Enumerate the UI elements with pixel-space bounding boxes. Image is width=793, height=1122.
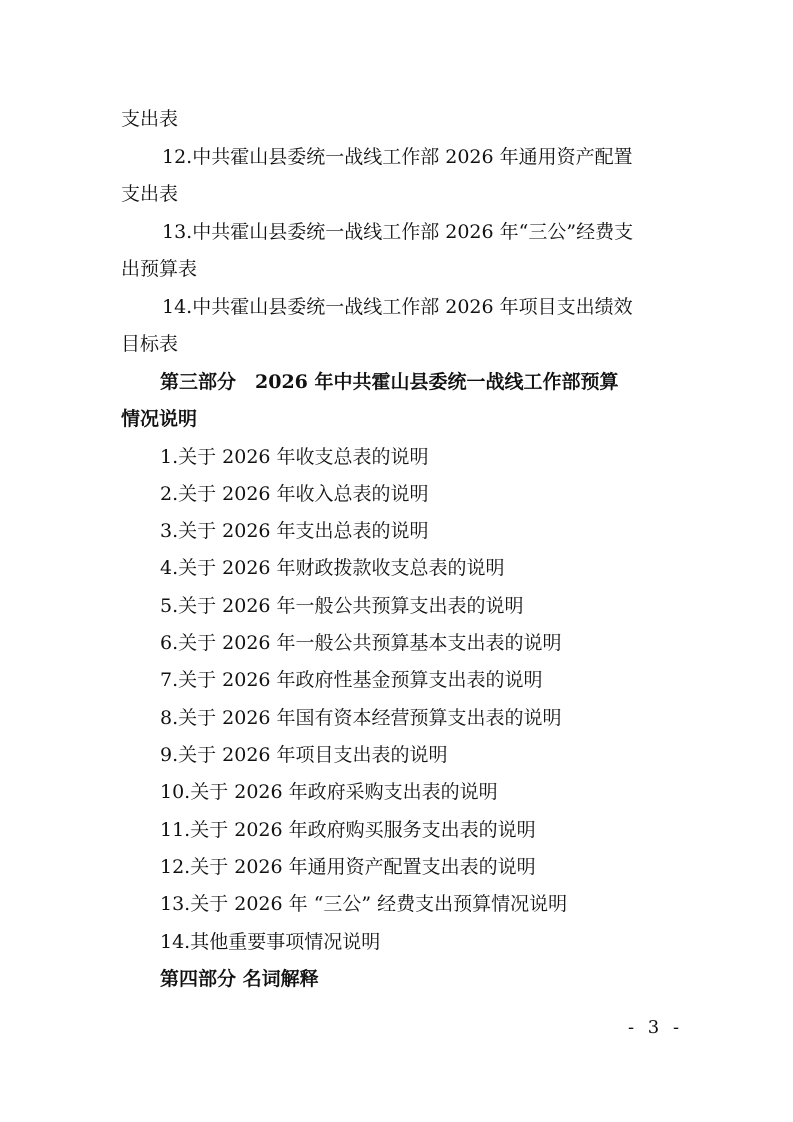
part3-item-8: 8.关于 2026 年国有资本经营预算支出表的说明 <box>160 707 562 729</box>
part3-heading: 第三部分 2026 年中共霍山县委统一战线工作部预算 <box>160 371 619 393</box>
part3-item-2: 2.关于 2026 年收入总表的说明 <box>160 483 429 505</box>
part3-item-1: 1.关于 2026 年收支总表的说明 <box>160 446 429 468</box>
part3-item-13: 13.关于 2026 年 “三公” 经费支出预算情况说明 <box>160 893 568 915</box>
part3-item-14: 14.其他重要事项情况说明 <box>160 931 381 953</box>
part4-heading: 第四部分 名词解释 <box>160 968 319 990</box>
toc-continuation-line: 支出表 <box>121 183 179 205</box>
part3-item-4: 4.关于 2026 年财政拨款收支总表的说明 <box>160 557 505 579</box>
toc-continuation-line: 支出表 <box>121 108 179 130</box>
toc-continuation-line: 目标表 <box>121 333 179 355</box>
toc-entry-14: 14.中共霍山县委统一战线工作部 2026 年项目支出绩效 <box>162 296 633 318</box>
part3-item-6: 6.关于 2026 年一般公共预算基本支出表的说明 <box>160 632 562 654</box>
part3-item-10: 10.关于 2026 年政府采购支出表的说明 <box>160 781 498 803</box>
part3-heading-continuation: 情况说明 <box>121 408 198 430</box>
page-number: - 3 - <box>628 1017 684 1038</box>
part3-item-9: 9.关于 2026 年项目支出表的说明 <box>160 744 448 766</box>
part3-item-3: 3.关于 2026 年支出总表的说明 <box>160 520 429 542</box>
part3-item-11: 11.关于 2026 年政府购买服务支出表的说明 <box>160 819 536 841</box>
toc-entry-12: 12.中共霍山县委统一战线工作部 2026 年通用资产配置 <box>162 146 633 168</box>
part3-item-12: 12.关于 2026 年通用资产配置支出表的说明 <box>160 856 536 878</box>
part3-item-5: 5.关于 2026 年一般公共预算支出表的说明 <box>160 595 524 617</box>
toc-continuation-line: 出预算表 <box>121 258 198 280</box>
part3-item-7: 7.关于 2026 年政府性基金预算支出表的说明 <box>160 669 543 691</box>
toc-entry-13: 13.中共霍山县委统一战线工作部 2026 年“三公”经费支 <box>162 221 634 243</box>
